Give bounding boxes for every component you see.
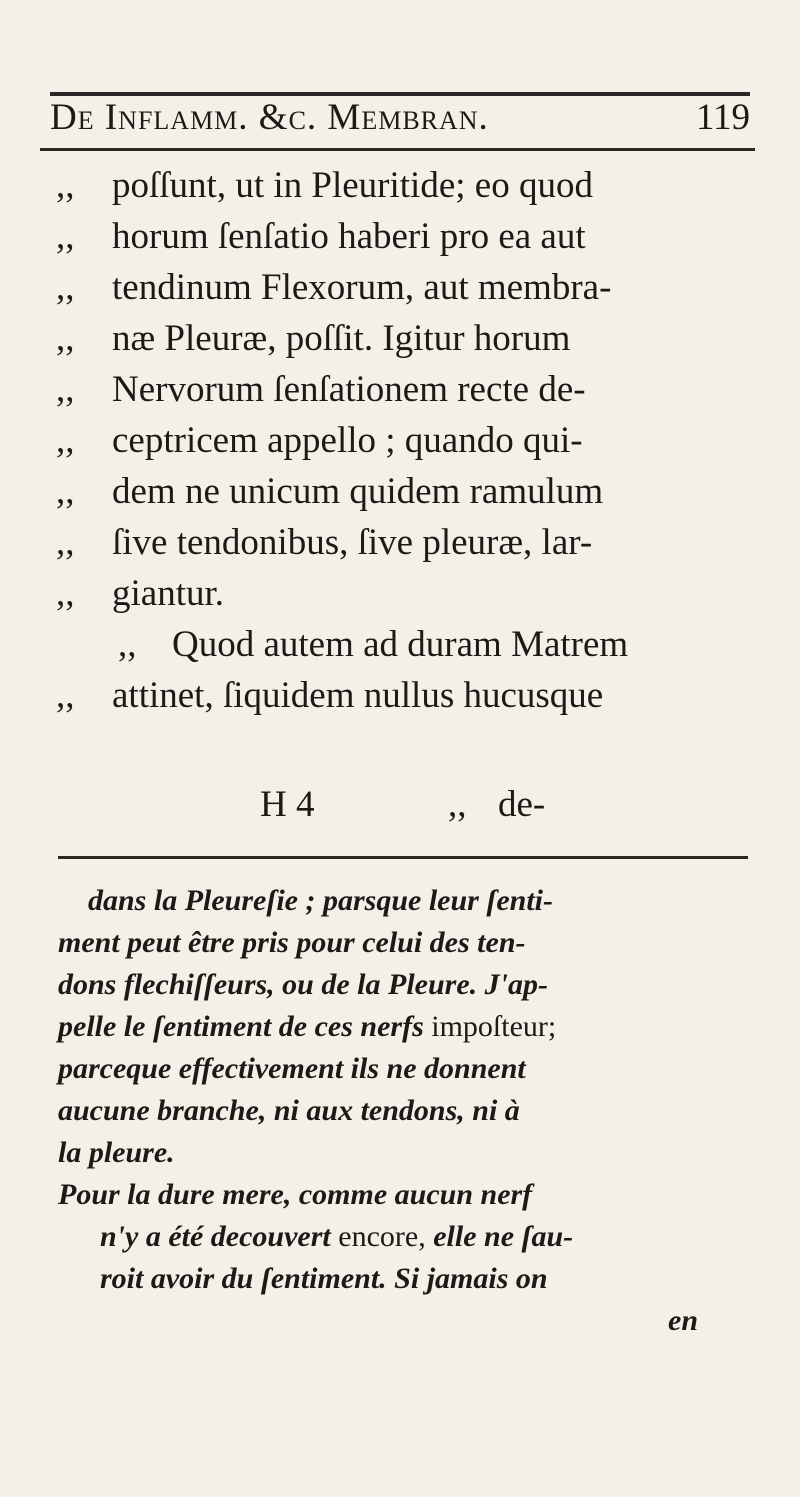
text-line <box>50 160 760 211</box>
italic-text: la pleure. <box>58 1136 175 1169</box>
text-line <box>50 262 760 313</box>
line-text: giantur. <box>112 573 225 614</box>
line-text: Quod autem ad duram Matrem <box>172 624 629 665</box>
italic-text: en <box>668 1304 698 1337</box>
signature-mark: H 4 <box>260 784 315 825</box>
quote-mark: ,, <box>56 267 75 308</box>
note-line <box>58 1258 768 1300</box>
french-note-block <box>58 880 768 1342</box>
italic-text: Pour la dure mere, comme aucun nerf <box>58 1178 533 1211</box>
running-head: De Inflamm. &c. Membran. <box>50 97 489 138</box>
quote-mark: ,, <box>56 675 75 716</box>
latin-text-block <box>50 160 760 721</box>
section-rule <box>58 856 748 859</box>
note-line <box>58 1090 768 1132</box>
note-catchword <box>58 1300 768 1342</box>
quote-mark: ,, <box>448 784 467 825</box>
line-text: ceptricem appello ; quando qui- <box>112 420 583 461</box>
text-line <box>50 364 760 415</box>
line-text: poſſunt, ut in Pleuritide; eo quod <box>112 165 593 206</box>
quote-mark: ,, <box>56 318 75 359</box>
roman-text: encore, <box>338 1220 426 1253</box>
catchword: de- <box>498 784 546 825</box>
italic-text: elle ne ſau- <box>425 1220 574 1253</box>
quote-mark: ,, <box>56 522 75 563</box>
quote-mark: ,, <box>56 471 75 512</box>
text-line <box>50 211 760 262</box>
line-text: tendinum Flexorum, aut membra- <box>112 267 612 308</box>
note-line <box>58 1048 768 1090</box>
text-line <box>50 670 760 721</box>
line-text: attinet, ſiquidem nullus hucusque <box>112 675 604 716</box>
quote-mark: ,, <box>56 165 75 206</box>
quote-mark: ,, <box>56 573 75 614</box>
roman-text: impoſteur; <box>431 1010 557 1043</box>
text-line <box>50 568 760 619</box>
signature-line <box>50 779 760 830</box>
italic-text: parceque effectivement ils ne donnent <box>58 1052 526 1085</box>
italic-text: dons flechiſſeurs, ou de la Pleure. J'ap- <box>58 968 548 1001</box>
note-line <box>58 1006 768 1048</box>
page-header <box>50 96 750 146</box>
note-line <box>58 964 768 1006</box>
text-line-indented <box>50 619 760 670</box>
text-line <box>50 466 760 517</box>
line-text: horum ſenſatio haberi pro ea aut <box>112 216 586 257</box>
header-rule <box>40 148 755 151</box>
note-line <box>58 1174 768 1216</box>
line-text: dem ne unicum quidem ramulum <box>112 471 604 512</box>
note-line <box>58 922 768 964</box>
text-line <box>50 517 760 568</box>
quote-mark: ,, <box>56 420 75 461</box>
italic-text: ment peut être pris pour celui des ten- <box>58 926 526 959</box>
italic-text: aucune branche, ni aux tendons, ni à <box>58 1094 520 1127</box>
note-line <box>58 1216 768 1258</box>
page-number: 119 <box>695 97 750 138</box>
italic-text: n'y a été decouvert <box>100 1220 339 1253</box>
quote-mark: ,, <box>56 216 75 257</box>
line-text: næ Pleuræ, poſſit. Igitur horum <box>112 318 571 359</box>
text-line <box>50 313 760 364</box>
quote-mark: ,, <box>118 624 137 665</box>
line-text: Nervorum ſenſationem recte de- <box>112 369 586 410</box>
italic-text: roit avoir du ſentiment. Si jamais on <box>100 1262 548 1295</box>
note-line <box>58 880 768 922</box>
italic-text: dans la Pleureſie ; parsque leur ſenti- <box>88 884 553 917</box>
quote-mark: ,, <box>56 369 75 410</box>
line-text: ſive tendonibus, ſive pleuræ, lar- <box>112 522 593 563</box>
text-line <box>50 415 760 466</box>
note-line <box>58 1132 768 1174</box>
italic-text: pelle le ſentiment de ces nerfs <box>58 1010 432 1043</box>
